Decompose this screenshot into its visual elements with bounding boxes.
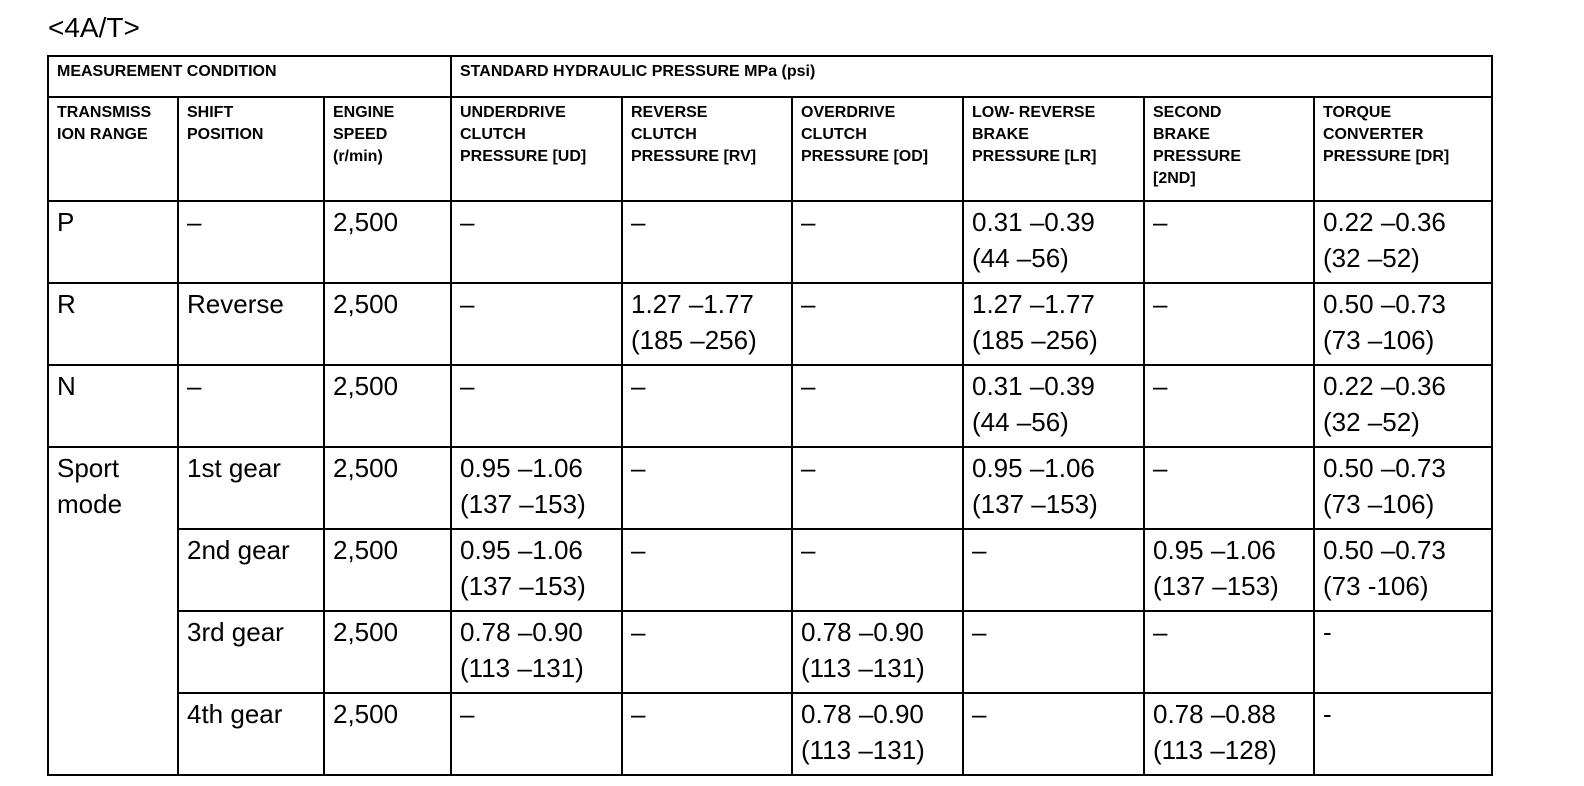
range-cell: R <box>48 283 178 365</box>
rv-cell: – <box>622 529 792 611</box>
table-row <box>48 693 1492 775</box>
second-cell: 0.78 –0.88 (113 –128) <box>1144 693 1314 775</box>
speed-cell: 2,500 <box>324 283 451 365</box>
column-header-underdrive: UNDERDRIVE CLUTCH PRESSURE [UD] <box>451 97 622 201</box>
standard-pressure-header: STANDARD HYDRAULIC PRESSURE MPa (psi) <box>451 56 1492 97</box>
column-header-torque-converter: TORQUE CONVERTER PRESSURE [DR] <box>1314 97 1492 201</box>
speed-cell: 2,500 <box>324 529 451 611</box>
shift-cell: 3rd gear <box>178 611 324 693</box>
lr-cell: – <box>963 529 1144 611</box>
speed-cell: 2,500 <box>324 365 451 447</box>
od-cell: – <box>792 201 963 283</box>
hydraulic-pressure-table <box>47 55 1493 776</box>
rv-cell: – <box>622 693 792 775</box>
second-cell: – <box>1144 447 1314 529</box>
lr-cell: 0.31 –0.39 (44 –56) <box>963 201 1144 283</box>
page-title: <4A/T> <box>48 12 140 43</box>
shift-cell: 1st gear <box>178 447 324 529</box>
shift-cell: – <box>178 201 324 283</box>
dr-cell: - <box>1314 693 1492 775</box>
lr-cell: – <box>963 611 1144 693</box>
table-row <box>48 283 1492 365</box>
ud-cell: 0.95 –1.06 (137 –153) <box>451 447 622 529</box>
range-cell: P <box>48 201 178 283</box>
rv-cell: – <box>622 447 792 529</box>
column-header-overdrive: OVERDRIVE CLUTCH PRESSURE [OD] <box>792 97 963 201</box>
ud-cell: 0.78 –0.90 (113 –131) <box>451 611 622 693</box>
second-cell: – <box>1144 283 1314 365</box>
ud-cell: – <box>451 201 622 283</box>
dr-cell: - <box>1314 611 1492 693</box>
ud-cell: 0.95 –1.06 (137 –153) <box>451 529 622 611</box>
shift-cell: 2nd gear <box>178 529 324 611</box>
column-header-engine-speed: ENGINE SPEED (r/min) <box>324 97 451 201</box>
rv-cell: – <box>622 201 792 283</box>
column-header-low-reverse: LOW- REVERSE BRAKE PRESSURE [LR] <box>963 97 1144 201</box>
ud-cell: – <box>451 283 622 365</box>
lr-cell: 0.95 –1.06 (137 –153) <box>963 447 1144 529</box>
lr-cell: 0.31 –0.39 (44 –56) <box>963 365 1144 447</box>
rv-cell: – <box>622 365 792 447</box>
dr-cell: 0.50 –0.73 (73 -106) <box>1314 529 1492 611</box>
shift-cell: Reverse <box>178 283 324 365</box>
range-cell-sport-mode: Sport mode <box>48 447 178 775</box>
speed-cell: 2,500 <box>324 447 451 529</box>
dr-cell: 0.22 –0.36 (32 –52) <box>1314 201 1492 283</box>
column-header-row <box>48 97 1492 201</box>
od-cell: – <box>792 447 963 529</box>
shift-cell: – <box>178 365 324 447</box>
column-header-second-brake: SECOND BRAKE PRESSURE [2ND] <box>1144 97 1314 201</box>
column-header-transmission-range: TRANSMISS ION RANGE <box>48 97 178 201</box>
rv-cell: – <box>622 611 792 693</box>
lr-cell: – <box>963 693 1144 775</box>
lr-cell: 1.27 –1.77 (185 –256) <box>963 283 1144 365</box>
second-cell: – <box>1144 611 1314 693</box>
ud-cell: – <box>451 693 622 775</box>
rv-cell: 1.27 –1.77 (185 –256) <box>622 283 792 365</box>
column-header-reverse: REVERSE CLUTCH PRESSURE [RV] <box>622 97 792 201</box>
od-cell: – <box>792 365 963 447</box>
table-row <box>48 365 1492 447</box>
od-cell: 0.78 –0.90 (113 –131) <box>792 693 963 775</box>
speed-cell: 2,500 <box>324 201 451 283</box>
dr-cell: 0.50 –0.73 (73 –106) <box>1314 283 1492 365</box>
speed-cell: 2,500 <box>324 693 451 775</box>
table-row <box>48 447 1492 529</box>
od-cell: 0.78 –0.90 (113 –131) <box>792 611 963 693</box>
od-cell: – <box>792 283 963 365</box>
table-row <box>48 529 1492 611</box>
column-header-shift-position: SHIFT POSITION <box>178 97 324 201</box>
table-row <box>48 201 1492 283</box>
ud-cell: – <box>451 365 622 447</box>
shift-cell: 4th gear <box>178 693 324 775</box>
group-header-row <box>48 56 1492 97</box>
dr-cell: 0.50 –0.73 (73 –106) <box>1314 447 1492 529</box>
range-cell: N <box>48 365 178 447</box>
second-cell: – <box>1144 201 1314 283</box>
table-row <box>48 611 1492 693</box>
speed-cell: 2,500 <box>324 611 451 693</box>
dr-cell: 0.22 –0.36 (32 –52) <box>1314 365 1492 447</box>
od-cell: – <box>792 529 963 611</box>
second-cell: 0.95 –1.06 (137 –153) <box>1144 529 1314 611</box>
second-cell: – <box>1144 365 1314 447</box>
measurement-condition-header: MEASUREMENT CONDITION <box>48 56 451 97</box>
